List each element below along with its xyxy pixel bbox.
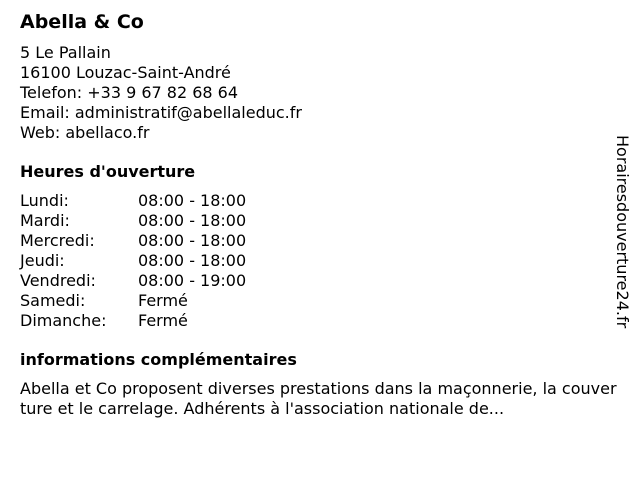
hours-time: 08:00 - 18:00 — [138, 211, 247, 230]
hours-time: 08:00 - 18:00 — [138, 251, 247, 270]
web-line[interactable]: Web: abellaco.fr — [20, 123, 150, 142]
hours-time: 08:00 - 18:00 — [138, 231, 247, 250]
hours-row-monday — [20, 191, 600, 211]
hours-row-wednesday — [20, 231, 600, 251]
info-title: informations complémentaires — [20, 350, 297, 369]
address-city: 16100 Louzac-Saint-André — [20, 63, 231, 82]
phone-line[interactable]: Telefon: +33 9 67 82 68 64 — [20, 83, 239, 102]
hours-day: Vendredi: — [20, 271, 96, 290]
email-line[interactable]: Email: administratif@abellaleduc.fr — [20, 103, 302, 122]
info-description: Abella et Co proposent diverses prestations dans la maçonnerie, la couverture et le carrelage. Adhérents à l'association nationale de... — [20, 379, 617, 418]
business-name: Abella & Co — [20, 11, 144, 33]
hours-day: Lundi: — [20, 191, 69, 210]
hours-row-thursday — [20, 251, 600, 271]
hours-row-friday — [20, 271, 600, 291]
hours-time: 08:00 - 19:00 — [138, 271, 247, 290]
hours-row-sunday — [20, 311, 600, 331]
hours-day: Samedi: — [20, 291, 86, 310]
hours-title: Heures d'ouverture — [20, 162, 196, 181]
hours-time: Fermé — [138, 291, 188, 310]
hours-day: Mercredi: — [20, 231, 95, 250]
hours-time: Fermé — [138, 311, 188, 330]
hours-day: Mardi: — [20, 211, 70, 230]
hours-table — [20, 191, 600, 331]
address-street: 5 Le Pallain — [20, 43, 111, 62]
hours-time: 08:00 - 18:00 — [138, 191, 247, 210]
business-card — [20, 10, 617, 419]
hours-day: Dimanche: — [20, 311, 107, 330]
hours-row-tuesday — [20, 211, 600, 231]
hours-row-saturday — [20, 291, 600, 311]
hours-day: Jeudi: — [20, 251, 65, 270]
site-watermark: Horairesdouverture24.fr — [613, 135, 632, 329]
